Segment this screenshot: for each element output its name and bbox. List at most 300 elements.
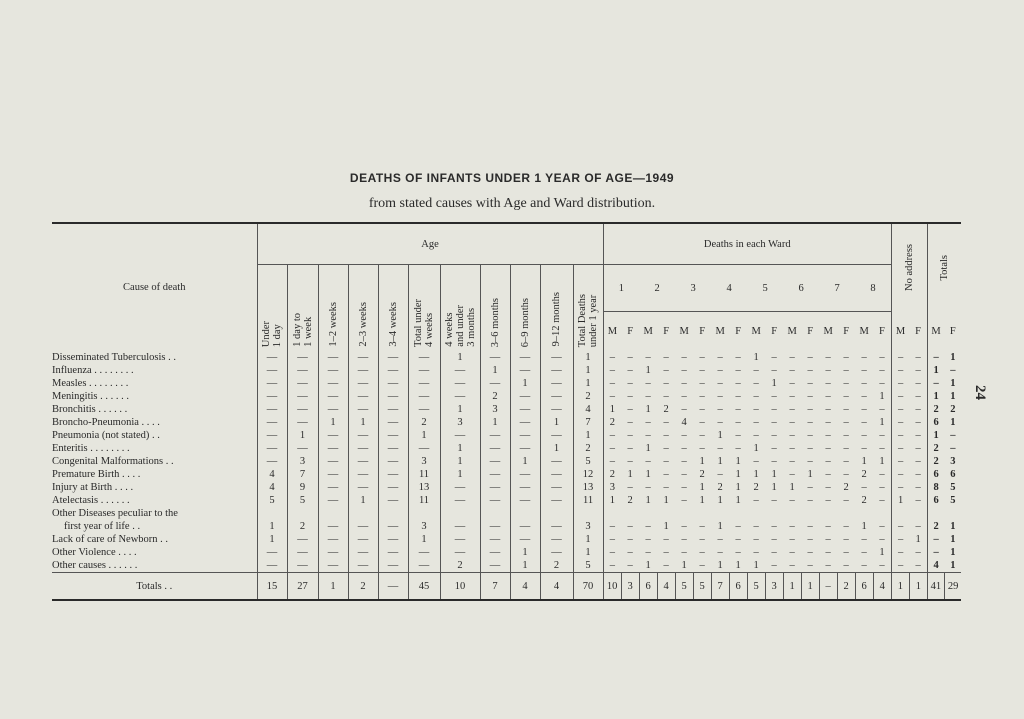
age-cell: —	[480, 533, 510, 546]
ward-cell: –	[789, 521, 795, 532]
no-address-cell: –	[915, 430, 921, 441]
age-cell: 1	[573, 429, 603, 442]
age-cell: —	[287, 351, 318, 364]
ward-cell: –	[681, 365, 687, 376]
total-cell: 2	[927, 455, 944, 468]
age-cell: —	[540, 520, 573, 533]
total-cell: –	[950, 365, 956, 376]
age-cell: —	[378, 442, 408, 455]
ward-cell: 1	[663, 495, 669, 506]
table-row	[52, 468, 961, 481]
table-row	[52, 351, 961, 364]
age-cell: —	[540, 351, 573, 364]
ward-cell: –	[663, 378, 669, 389]
age-cell: 2	[480, 390, 510, 403]
female-header: F	[735, 326, 742, 338]
age-cell: —	[287, 559, 318, 573]
ward-cell: 2	[663, 404, 669, 415]
age-cell: —	[348, 481, 378, 494]
male-header: M	[715, 326, 725, 338]
ward-cell	[747, 507, 765, 520]
ward-cell: –	[663, 456, 669, 467]
age-cell: —	[510, 520, 540, 533]
age-cell: —	[378, 533, 408, 546]
age-cell: —	[480, 559, 510, 573]
ward-cell: –	[843, 469, 849, 480]
ward-cell: –	[627, 560, 633, 571]
age-cell: 1	[510, 546, 540, 559]
no-address-cell: –	[891, 533, 909, 546]
age-column-header: Total Deaths under 1 year	[573, 265, 603, 352]
total-cell: 1	[927, 364, 944, 377]
no-address-cell: –	[891, 390, 909, 403]
female-header: F	[627, 326, 634, 338]
ward-cell: –	[879, 482, 885, 493]
ward-cell: –	[699, 534, 705, 545]
no-address-total-cell: 1	[891, 573, 909, 601]
age-cell: —	[287, 546, 318, 559]
age-cell: —	[348, 390, 378, 403]
ward-cell: –	[825, 365, 831, 376]
ward-cell	[657, 507, 675, 520]
ward-cell: –	[627, 482, 633, 493]
ward-cell: –	[627, 443, 633, 454]
age-cell: 9	[287, 481, 318, 494]
age-cell: 5	[573, 559, 603, 573]
age-cell: 7	[287, 468, 318, 481]
age-cell: —	[540, 494, 573, 507]
no-address-cell: –	[915, 378, 921, 389]
ward-number-header: 5	[747, 265, 783, 312]
age-cell: 1	[408, 429, 440, 442]
table-row	[52, 403, 961, 416]
ward-cell: 1	[735, 482, 741, 493]
age-cell: —	[348, 559, 378, 573]
ward-cell: –	[663, 443, 669, 454]
ward-cell	[819, 507, 837, 520]
age-cell: —	[257, 377, 287, 390]
age-cell: —	[287, 416, 318, 429]
male-header: M	[787, 326, 797, 338]
age-cell: —	[480, 546, 510, 559]
age-total-cell: 4	[540, 573, 573, 601]
no-address-cell: –	[915, 417, 921, 428]
ward-cell: –	[645, 430, 651, 441]
ward-cell: –	[843, 534, 849, 545]
ward-cell: –	[753, 430, 759, 441]
age-cell: 1	[573, 546, 603, 559]
age-cell: 1	[480, 416, 510, 429]
age-cell: —	[257, 546, 287, 559]
ward-cell: –	[681, 443, 687, 454]
age-column-header: 6–9 months	[510, 265, 540, 352]
age-cell: 1	[480, 364, 510, 377]
age-total-cell: 27	[287, 573, 318, 601]
ward-cell: –	[663, 391, 669, 402]
age-cell: —	[318, 403, 348, 416]
age-cell: —	[257, 559, 287, 573]
female-header: F	[663, 326, 670, 338]
ward-cell: –	[843, 430, 849, 441]
age-cell: —	[378, 364, 408, 377]
age-cell: —	[348, 533, 378, 546]
ward-cell: –	[753, 456, 759, 467]
ward-cell: –	[771, 404, 777, 415]
age-cell: —	[257, 429, 287, 442]
ward-total-cell: 5	[675, 573, 693, 601]
no-address-cell: –	[891, 429, 909, 442]
age-cell	[510, 507, 540, 520]
ward-cell: 1	[717, 521, 723, 532]
age-cell: 1	[573, 377, 603, 390]
ward-cell: –	[735, 404, 741, 415]
ward-cell: –	[663, 547, 669, 558]
no-address-cell: –	[891, 559, 909, 573]
total-cell: 2	[950, 404, 956, 415]
ward-cell: –	[753, 547, 759, 558]
age-cell: —	[378, 455, 408, 468]
ward-cell: –	[861, 547, 867, 558]
age-cell: —	[540, 546, 573, 559]
age-cell: —	[287, 364, 318, 377]
ward-cell	[693, 507, 711, 520]
total-cell: 8	[927, 481, 944, 494]
no-address-cell: –	[915, 443, 921, 454]
cause-cell: Pneumonia (not stated) . .	[52, 430, 160, 441]
ward-total-cell: 1	[783, 573, 801, 601]
female-header: F	[843, 326, 850, 338]
age-cell: 1	[440, 442, 480, 455]
ward-cell: –	[789, 417, 795, 428]
total-cell: –	[950, 443, 956, 454]
ward-cell: –	[843, 352, 849, 363]
total-cell: 1	[950, 560, 956, 571]
age-total-cell: 1	[318, 573, 348, 601]
age-cell: —	[287, 390, 318, 403]
ward-cell: –	[843, 560, 849, 571]
age-cell: —	[510, 442, 540, 455]
female-header: F	[915, 325, 921, 337]
no-address-cell: –	[891, 403, 909, 416]
ward-number-header: 8	[855, 265, 891, 312]
age-cell: —	[408, 364, 440, 377]
ward-cell: –	[861, 391, 867, 402]
total-cell	[944, 507, 961, 520]
male-header: M	[603, 312, 621, 351]
age-cell: —	[257, 455, 287, 468]
ward-cell	[603, 507, 621, 520]
ward-cell: –	[681, 456, 687, 467]
ward-cell: –	[789, 534, 795, 545]
no-address-cell: –	[915, 547, 921, 558]
ward-cell: 1	[879, 417, 885, 428]
male-header: M	[859, 326, 869, 338]
ward-cell: –	[681, 378, 687, 389]
age-cell: —	[510, 351, 540, 364]
age-cell: —	[378, 429, 408, 442]
age-cell: —	[510, 390, 540, 403]
age-cell: —	[540, 403, 573, 416]
female-header: F	[807, 326, 814, 338]
ward-cell: –	[789, 469, 795, 480]
ward-cell: –	[789, 365, 795, 376]
ward-cell: –	[627, 378, 633, 389]
age-cell: 1	[318, 416, 348, 429]
ward-cell: –	[663, 560, 669, 571]
ward-cell: –	[645, 391, 651, 402]
ward-cell: 1	[879, 547, 885, 558]
ward-cell	[621, 507, 639, 520]
age-cell: 11	[408, 468, 440, 481]
ward-cell: –	[825, 443, 831, 454]
ward-cell: –	[603, 533, 621, 546]
ward-cell: –	[735, 378, 741, 389]
age-cell	[348, 507, 378, 520]
ward-cell: –	[735, 547, 741, 558]
ward-cell: 1	[717, 456, 723, 467]
age-cell	[408, 507, 440, 520]
age-cell: 1	[257, 520, 287, 533]
cause-cell: Other Violence . . . .	[52, 547, 137, 558]
age-cell: —	[540, 390, 573, 403]
ward-cell: –	[663, 534, 669, 545]
total-cell: 6	[927, 468, 944, 481]
age-cell: —	[287, 377, 318, 390]
cause-cell: Premature Birth . . . .	[52, 469, 141, 480]
ward-cell: 1	[771, 482, 777, 493]
age-cell: 1	[510, 455, 540, 468]
ward-cell: 1	[771, 469, 777, 480]
ward-cell	[855, 507, 873, 520]
ward-cell: –	[603, 559, 621, 573]
cause-cell: Other Diseases peculiar to the	[52, 508, 178, 519]
ward-cell: –	[807, 378, 813, 389]
ward-cell: –	[645, 482, 651, 493]
age-cell: 11	[573, 494, 603, 507]
ward-cell: –	[825, 560, 831, 571]
age-cell: —	[408, 377, 440, 390]
ward-cell: 1	[627, 469, 633, 480]
ward-cell: –	[879, 365, 885, 376]
ward-cell: –	[699, 378, 705, 389]
ward-cell: –	[717, 534, 723, 545]
age-cell: —	[510, 429, 540, 442]
age-cell: —	[540, 533, 573, 546]
age-cell	[573, 507, 603, 520]
age-cell: —	[480, 520, 510, 533]
ward-cell: –	[717, 352, 723, 363]
page-title: DEATHS OF INFANTS UNDER 1 YEAR OF AGE—1949	[349, 171, 675, 185]
age-cell	[480, 507, 510, 520]
ward-number-header: 7	[819, 265, 855, 312]
age-cell: —	[440, 494, 480, 507]
no-address-cell: –	[891, 364, 909, 377]
ward-cell: –	[861, 352, 867, 363]
age-cell: —	[257, 416, 287, 429]
ward-cell: –	[879, 443, 885, 454]
ward-total-cell: 2	[837, 573, 855, 601]
table-row	[52, 546, 961, 559]
age-cell: —	[408, 546, 440, 559]
ward-cell: –	[807, 352, 813, 363]
cause-cell: Influenza . . . . . . . .	[52, 365, 134, 376]
ward-total-cell: 4	[657, 573, 675, 601]
ward-cell	[801, 507, 819, 520]
ward-total-cell: 3	[765, 573, 783, 601]
ward-cell: –	[603, 455, 621, 468]
total-cell: 1	[950, 378, 956, 389]
ward-cell: –	[717, 443, 723, 454]
ward-cell: –	[603, 377, 621, 390]
no-address-cell: –	[891, 520, 909, 533]
grand-total-cell: 41	[927, 573, 944, 601]
age-cell: 1	[440, 403, 480, 416]
age-column-header: 1 day to 1 week	[287, 265, 318, 352]
ward-cell: –	[825, 534, 831, 545]
age-cell: —	[318, 494, 348, 507]
age-cell: —	[440, 533, 480, 546]
ward-cell: –	[645, 417, 651, 428]
ward-cell	[711, 507, 729, 520]
ward-cell: 1	[717, 495, 723, 506]
age-cell: —	[257, 403, 287, 416]
ward-cell: –	[645, 378, 651, 389]
age-group-header: Age	[257, 223, 603, 265]
age-cell: —	[378, 468, 408, 481]
page-subtitle: from stated causes with Age and Ward distribution.	[368, 196, 656, 211]
no-address-cell: –	[891, 377, 909, 390]
age-cell: —	[480, 351, 510, 364]
ward-cell: 1	[699, 482, 705, 493]
age-cell: —	[440, 546, 480, 559]
ward-cell: –	[825, 547, 831, 558]
age-cell: 1	[540, 442, 573, 455]
no-address-total-cell: 1	[909, 573, 927, 601]
ward-cell: –	[681, 391, 687, 402]
ward-cell: 1	[879, 456, 885, 467]
ward-cell: –	[825, 469, 831, 480]
no-address-cell: –	[891, 481, 909, 494]
ward-cell: –	[681, 521, 687, 532]
age-cell: —	[318, 442, 348, 455]
no-address-cell: –	[915, 495, 921, 506]
ward-cell: –	[825, 352, 831, 363]
age-cell: 1	[510, 559, 540, 573]
ward-cell: –	[717, 378, 723, 389]
age-cell: —	[480, 468, 510, 481]
total-cell: 1	[950, 352, 956, 363]
age-cell: 1	[257, 533, 287, 546]
ward-number-header: 3	[675, 265, 711, 312]
ward-cell: –	[879, 560, 885, 571]
ward-cell: –	[699, 521, 705, 532]
totals-row	[52, 573, 961, 601]
ward-total-cell: 6	[639, 573, 657, 601]
ward-cell: –	[681, 482, 687, 493]
ward-total-cell: 4	[873, 573, 891, 601]
age-cell: —	[348, 455, 378, 468]
ward-cell: –	[627, 404, 633, 415]
age-cell: —	[480, 481, 510, 494]
ward-cell: 1	[699, 456, 705, 467]
age-cell: 2	[573, 390, 603, 403]
ward-cell: –	[753, 365, 759, 376]
ward-cell: 3	[603, 481, 621, 494]
age-cell: —	[408, 442, 440, 455]
ward-cell: –	[807, 456, 813, 467]
table-row	[52, 416, 961, 429]
age-cell: —	[318, 533, 348, 546]
age-column-header: 4 weeks and under 3 months	[440, 265, 480, 352]
total-cell	[927, 507, 944, 520]
ward-cell: 1	[645, 365, 651, 376]
cause-cell: Meningitis . . . . . .	[52, 391, 130, 402]
ward-cell: –	[663, 482, 669, 493]
ward-group-header: Deaths in each Ward	[603, 223, 891, 265]
ward-cell: 2	[861, 495, 867, 506]
ward-cell: –	[807, 404, 813, 415]
age-cell: —	[257, 390, 287, 403]
age-cell: —	[348, 429, 378, 442]
age-cell: —	[287, 442, 318, 455]
age-cell: 11	[408, 494, 440, 507]
male-header: M	[643, 326, 653, 338]
ward-cell: –	[789, 404, 795, 415]
age-cell: —	[287, 403, 318, 416]
ward-cell: –	[807, 547, 813, 558]
age-total-cell: 7	[480, 573, 510, 601]
ward-cell: –	[645, 352, 651, 363]
age-cell: 1	[408, 533, 440, 546]
ward-cell: 1	[603, 403, 621, 416]
age-cell	[540, 507, 573, 520]
ward-total-cell: 5	[747, 573, 765, 601]
ward-cell: –	[825, 417, 831, 428]
ward-cell	[729, 507, 747, 520]
no-address-cell: –	[915, 469, 921, 480]
ward-cell: 1	[807, 469, 813, 480]
ward-cell: –	[807, 417, 813, 428]
age-cell: 5	[257, 494, 287, 507]
age-cell: —	[510, 481, 540, 494]
age-cell: 3	[287, 455, 318, 468]
ward-cell	[675, 507, 693, 520]
ward-cell: 1	[735, 456, 741, 467]
total-cell: 4	[927, 559, 944, 573]
age-total-cell: 45	[408, 573, 440, 601]
ward-cell: 1	[645, 495, 651, 506]
ward-total-cell: 6	[855, 573, 873, 601]
age-cell: —	[510, 468, 540, 481]
age-cell: —	[378, 546, 408, 559]
ward-cell: –	[879, 495, 885, 506]
age-cell: 1	[440, 351, 480, 364]
no-address-header: No address	[891, 223, 927, 312]
ward-total-cell: 10	[603, 573, 621, 601]
ward-cell: 2	[603, 468, 621, 481]
age-cell: 3	[408, 520, 440, 533]
age-cell: —	[510, 533, 540, 546]
ward-cell: –	[699, 417, 705, 428]
ward-cell: –	[603, 351, 621, 364]
ward-cell: –	[771, 391, 777, 402]
ward-cell: 1	[717, 560, 723, 571]
age-cell: —	[540, 481, 573, 494]
female-header: F	[879, 326, 885, 338]
ward-cell: –	[699, 352, 705, 363]
age-cell: —	[540, 455, 573, 468]
cause-cell: Measles . . . . . . . .	[52, 378, 129, 389]
